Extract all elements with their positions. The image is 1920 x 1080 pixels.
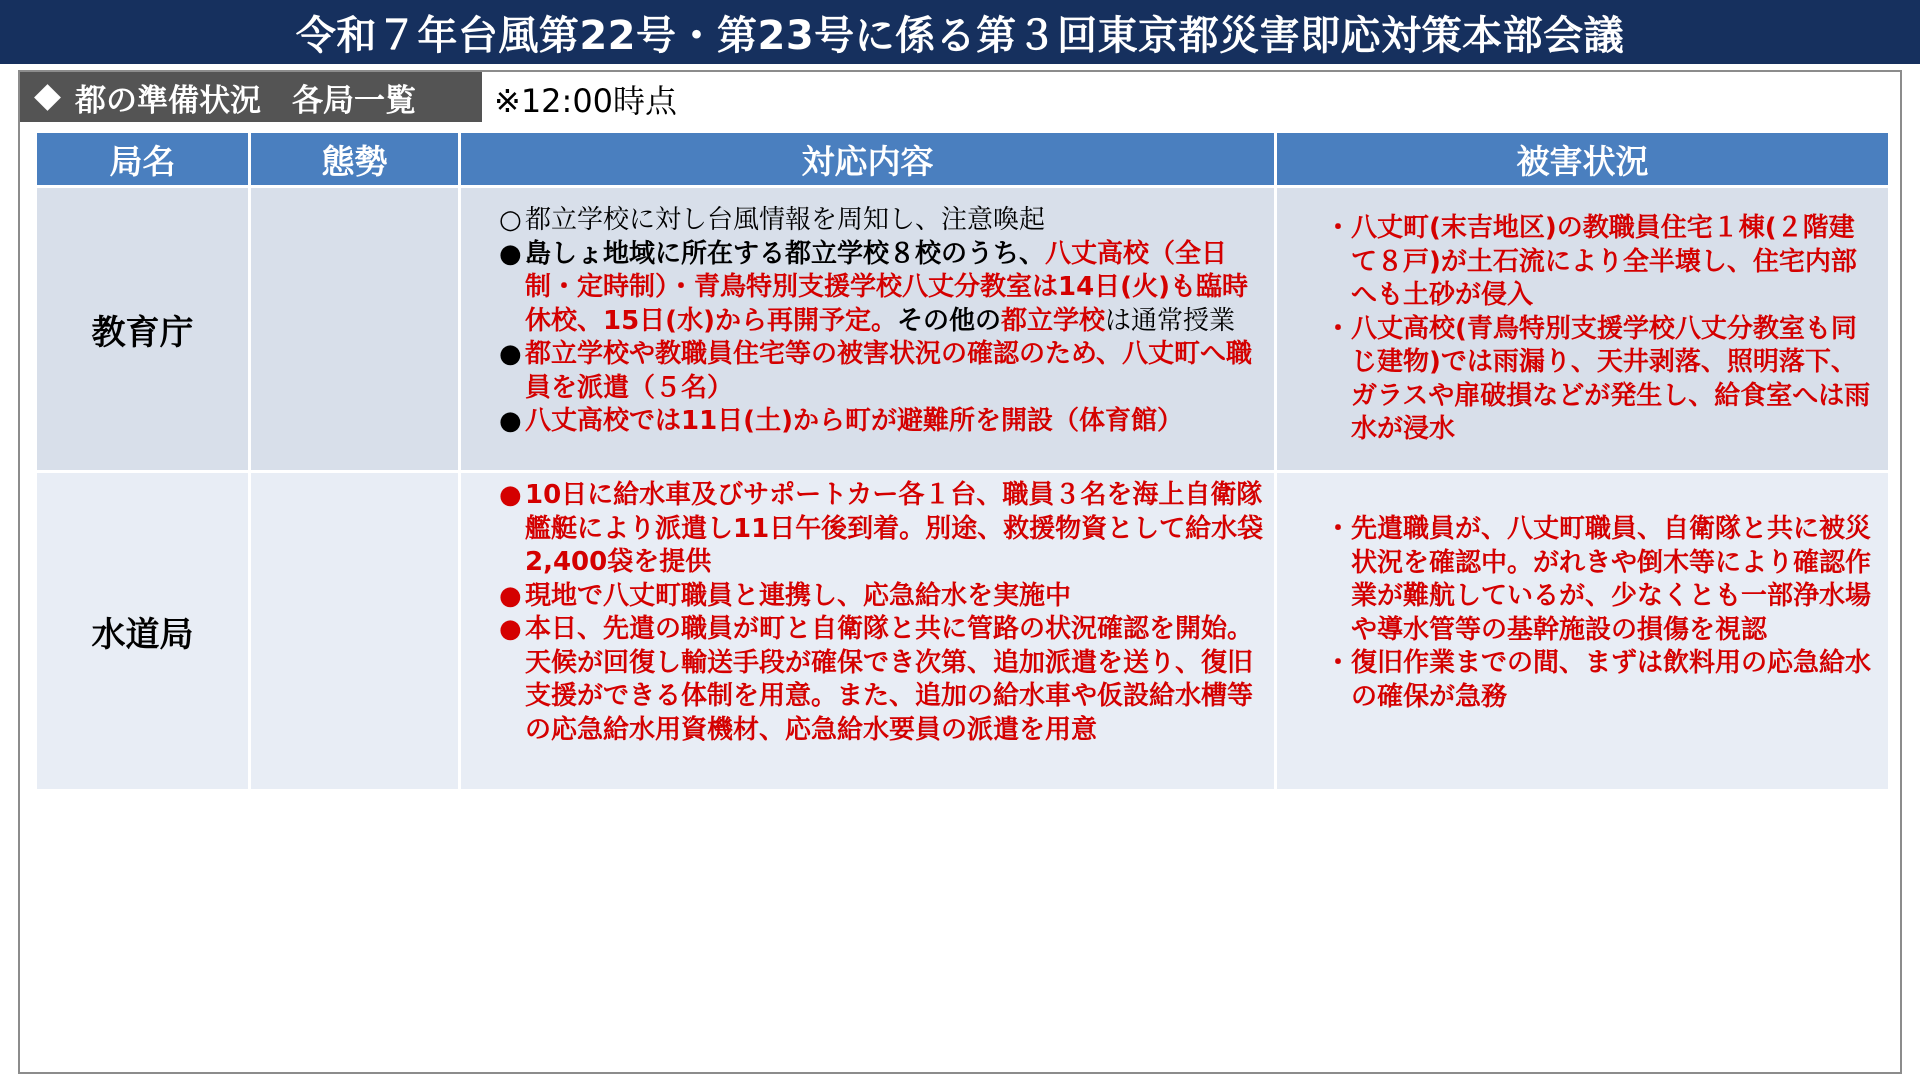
table-header-row [36, 132, 1890, 187]
bureau-name: 教育庁 [36, 187, 250, 472]
response-text: 都立学校や教職員住宅等の被害状況の確認のため、八丈町へ職員を派遣（５名） [525, 339, 1252, 403]
damage-text: 八丈町(末吉地区)の教職員住宅１棟(２階建て８戸)が土石流により全半壊し、住宅内部へも土砂が侵入 [1351, 213, 1857, 310]
bureau-status-table [34, 130, 1891, 792]
list-item [499, 204, 1264, 238]
response-text: 10日に給水車及びサポートカー各１台、職員３名を海上自衛隊艦艇により派遣し11日午後到着。別途、救援物資として給水袋2,400袋を提供 [525, 480, 1264, 577]
posture-cell [250, 187, 460, 472]
diamond-bullet-icon [34, 84, 61, 111]
dot-bullet-icon: ● [499, 580, 522, 611]
response-text: 都立学校に対し台風情報を周知し、注意喚起 [525, 205, 1046, 235]
middle-dot-bullet-icon: ・ [1325, 213, 1352, 243]
list-item [1325, 647, 1872, 714]
response-cell [460, 472, 1276, 791]
damage-text: 復旧作業までの間、まずは飲料用の応急給水の確保が急務 [1351, 648, 1872, 712]
header-damage: 被害状況 [1276, 132, 1890, 187]
table-row-education [36, 187, 1890, 472]
damage-cell [1276, 472, 1890, 791]
response-text: 八丈高校では11日(土)から町が避難所を開設（体育館） [525, 406, 1183, 436]
posture-cell [250, 472, 460, 791]
dot-bullet-icon: ● [499, 238, 522, 269]
list-item [499, 613, 1264, 747]
section-tag-label: 都の準備状況 各局一覧 [75, 82, 416, 119]
response-text: 本日、先遣の職員が町と自衛隊と共に管路の状況確認を開始。天候が回復し輸送手段が確保でき次第、追加派遣を送り、復旧支援ができる体制を用意。また、追加の給水車や仮設給水槽等の応急給水用資機材、応急給水要員の派遣を用意 [525, 614, 1254, 745]
middle-dot-bullet-icon: ・ [1325, 648, 1352, 678]
header-bureau: 局名 [36, 132, 250, 187]
middle-dot-bullet-icon: ・ [1325, 313, 1352, 344]
list-item [499, 338, 1264, 405]
dot-bullet-icon: ● [499, 614, 522, 644]
list-item [499, 405, 1264, 439]
header-response: 対応内容 [460, 132, 1276, 187]
list-item [1325, 212, 1872, 313]
response-cell [460, 187, 1276, 472]
damage-text: 八丈高校(青鳥特別支援学校八丈分教室も同じ建物)では雨漏り、天井剥落、照明落下、ガラスや扉破損などが発生し、給食室へは雨水が浸水 [1351, 313, 1871, 444]
table-row-waterworks [36, 472, 1890, 791]
section-tag [20, 72, 482, 122]
circle-bullet-icon: ○ [499, 205, 522, 235]
dot-bullet-icon: ● [499, 406, 522, 436]
list-item [1325, 313, 1872, 447]
list-item [499, 479, 1264, 580]
header-posture: 態勢 [250, 132, 460, 187]
bureau-name: 水道局 [36, 472, 250, 791]
page-title: 令和７年台風第22号・第23号に係る第３回東京都災害即応対策本部会議 [0, 0, 1920, 64]
dot-bullet-icon: ● [499, 339, 522, 369]
response-text: 島しょ地域に所在する都立学校８校のうち、八丈高校（全日制・定時制）・青鳥特別支援学校八丈分教室は14日(火)も臨時休校、15日(水)から再開予定。その他の都立学校は通常授業 [525, 238, 1248, 336]
response-text: 現地で八丈町職員と連携し、応急給水を実施中 [525, 580, 1072, 611]
dot-bullet-icon: ● [499, 480, 522, 510]
damage-cell [1276, 187, 1890, 472]
list-item [499, 580, 1264, 614]
list-item [1325, 513, 1872, 647]
list-item [499, 238, 1264, 339]
damage-text: 先遣職員が、八丈町職員、自衛隊と共に被災状況を確認中。がれきや倒木等により確認作業が難航しているが、少なくとも一部浄水場や導水管等の基幹施設の損傷を視認 [1351, 514, 1872, 645]
middle-dot-bullet-icon: ・ [1325, 514, 1352, 544]
time-note: ※12:00時点 [494, 82, 678, 120]
